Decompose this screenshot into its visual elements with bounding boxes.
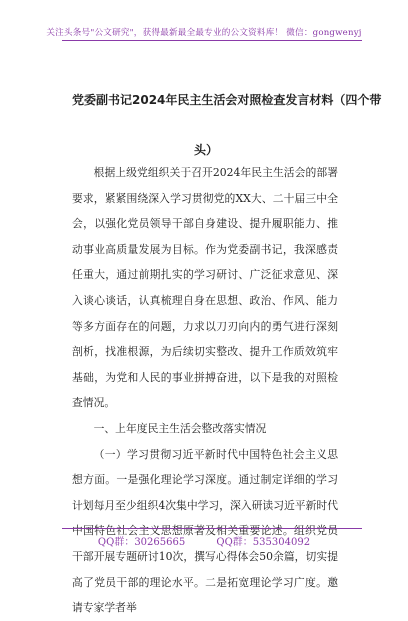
- body-paragraph-subsection: （一）学习贯彻习近平新时代中国特色社会主义思想方面。一是强化理论学习深度。通过制定详细的学习计划每月至少组织4次集中学习，深入研读习近平新时代中国特色社会主义思想原著及相关重要论述。组织党员干部开展专题研讨10次，撰写心得体会50余篇，切实提高了党员干部的理论水平。二是拓宽理论学习广度。邀请专家学者举: [72, 447, 338, 615]
- header-banner: 关注头条号"公文研究"，获得最新最全最专业的公文资料库！ 微信：gongwenyj: [46, 28, 362, 38]
- footer: [0, 533, 408, 548]
- header-divider: [62, 40, 362, 41]
- footer-qq-group-1: QQ群：30265665: [97, 537, 186, 548]
- title-line-2: 头）: [193, 143, 218, 157]
- title-line-1: 党委副书记2024年民主生活会对照检查发言材料（四个带: [72, 93, 382, 107]
- document-body: [72, 160, 338, 621]
- section-heading: 一、上年度民主生活会整改落实情况: [93, 421, 267, 435]
- footer-divider: [62, 528, 362, 529]
- body-paragraph-intro: 根据上级党组织关于召开2024年民主生活会的部署要求，紧紧围绕深入学习贯彻党的XX大、二十届三中全会，以强化党员领导干部自身建设、提升履职能力、推动事业高质量发展为目标。作为党委副书记，我深感责任重大，通过前期扎实的学习研讨、广泛征求意见、深入谈心谈话，认真梳理自身在思想、政治、作风、能力等多方面存在的问题，力求以刀刃向内的勇气进行深刻剖析，找准根源，为后续切实整改、提升工作质效筑牢基础，为党和人民的事业拼搏奋进，以下是我的对照检查情况。: [72, 166, 338, 410]
- footer-qq-group-2: QQ群：535304092: [216, 537, 311, 548]
